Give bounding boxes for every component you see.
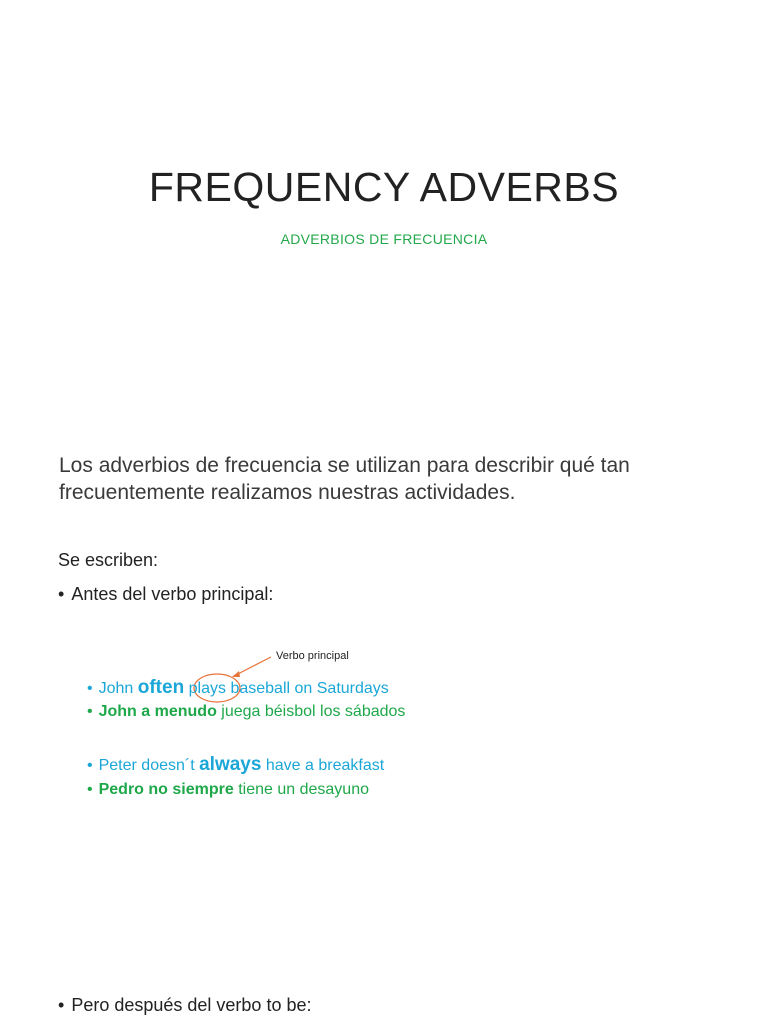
bullet-text: Antes del verbo principal:	[71, 584, 274, 604]
example-post: have a breakfast	[261, 757, 385, 774]
example-pre: John	[98, 680, 138, 697]
bullet-icon: •	[87, 680, 93, 697]
example-pre: Pedro no	[98, 781, 173, 798]
intro-paragraph: Los adverbios de frecuencia se utilizan para describir qué tan frecuentemente realizamos nuestras actividades.	[59, 454, 630, 504]
callout-arrow-line	[234, 657, 271, 676]
example-pre: Peter doesn´t	[98, 757, 200, 774]
slide-title: FREQUENCY ADVERBS	[148, 164, 620, 210]
callout-label: Verbo principal	[276, 650, 349, 662]
example-adverb: always	[199, 754, 262, 775]
example-english-1	[87, 677, 389, 699]
bullet-after-to-be	[58, 995, 311, 1016]
bullet-before-main-verb	[58, 584, 273, 605]
example-adverb: often	[137, 677, 185, 698]
example-spanish-1	[87, 703, 405, 721]
se-escriben-label: Se escriben:	[58, 550, 159, 570]
example-pre: John	[98, 703, 142, 720]
bullet-icon: •	[58, 995, 65, 1015]
example-english-2	[87, 754, 384, 776]
example-spanish-2	[87, 781, 369, 799]
bullet-text: Pero después del verbo to be:	[71, 995, 312, 1015]
slide-subtitle: ADVERBIOS DE FRECUENCIA	[280, 231, 488, 247]
example-post: baseball on Saturdays	[230, 680, 389, 697]
bullet-icon: •	[87, 781, 93, 798]
example-verb: plays	[188, 680, 226, 697]
example-adverb: siempre	[172, 781, 234, 798]
bullet-icon: •	[87, 757, 93, 774]
example-post: juega béisbol los sábados	[216, 703, 406, 720]
bullet-icon: •	[58, 584, 65, 604]
example-adverb: a menudo	[141, 703, 217, 720]
bullet-icon: •	[87, 703, 93, 720]
example-post: tiene un desayuno	[233, 781, 369, 798]
